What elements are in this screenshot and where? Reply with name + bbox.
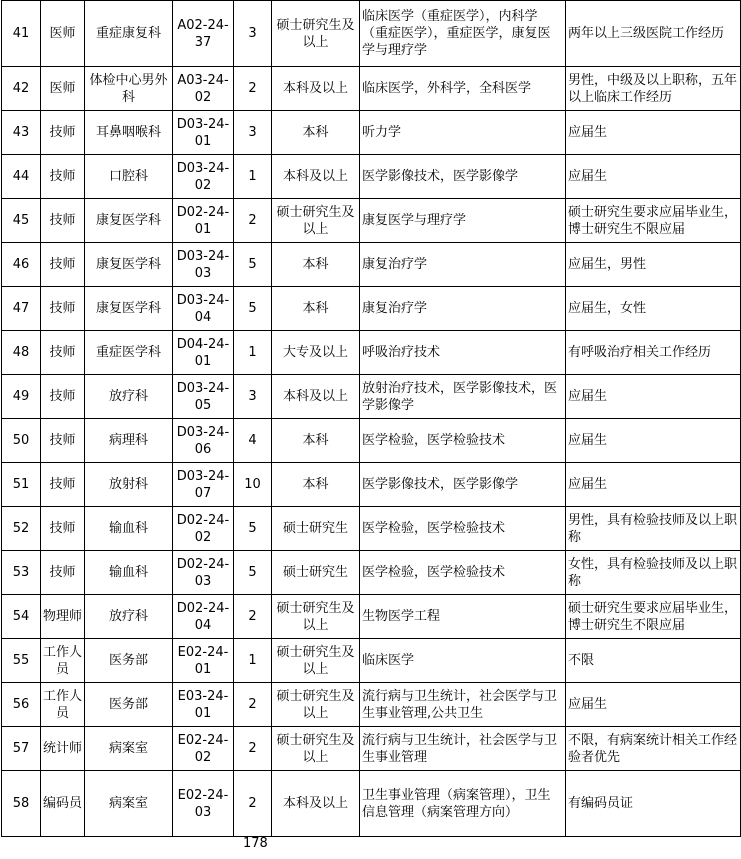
post-type-cell: 技师 <box>41 463 85 507</box>
post-type-cell: 医师 <box>41 67 85 111</box>
table-row <box>2 683 741 727</box>
education-cell: 本科 <box>272 463 360 507</box>
requirements-cell: 男性，中级及以上职称，五年以上临床工作经历 <box>566 67 741 111</box>
major-cell: 医学检验，医学检验技术 <box>360 419 566 463</box>
serial-number-cell: 53 <box>2 551 41 595</box>
headcount-cell: 5 <box>234 507 272 551</box>
requirements-cell: 不限 <box>566 639 741 683</box>
table-row <box>2 111 741 155</box>
major-cell: 流行病与卫生统计，社会医学与卫生事业管理 <box>360 727 566 771</box>
recruitment-table <box>1 0 741 837</box>
education-cell: 本科 <box>272 287 360 331</box>
table-row <box>2 287 741 331</box>
post-type-cell: 技师 <box>41 243 85 287</box>
education-cell: 硕士研究生及以上 <box>272 727 360 771</box>
major-cell: 康复治疗学 <box>360 243 566 287</box>
table-row <box>2 199 741 243</box>
serial-number-cell: 42 <box>2 67 41 111</box>
headcount-cell: 5 <box>234 551 272 595</box>
serial-number-cell: 51 <box>2 463 41 507</box>
post-type-cell: 工作人员 <box>41 683 85 727</box>
education-cell: 本科 <box>272 419 360 463</box>
education-cell: 本科及以上 <box>272 155 360 199</box>
headcount-cell: 2 <box>234 199 272 243</box>
education-cell: 本科 <box>272 111 360 155</box>
headcount-cell: 10 <box>234 463 272 507</box>
headcount-cell: 2 <box>234 595 272 639</box>
position-code-cell: A03-24-02 <box>173 67 234 111</box>
headcount-cell: 2 <box>234 683 272 727</box>
education-cell: 本科及以上 <box>272 771 360 837</box>
headcount-cell: 3 <box>234 375 272 419</box>
department-cell: 重症康复科 <box>85 1 173 67</box>
department-cell: 耳鼻咽喉科 <box>85 111 173 155</box>
post-type-cell: 技师 <box>41 551 85 595</box>
post-type-cell: 技师 <box>41 111 85 155</box>
table-body <box>2 1 741 837</box>
table-row <box>2 639 741 683</box>
serial-number-cell: 55 <box>2 639 41 683</box>
serial-number-cell: 49 <box>2 375 41 419</box>
table-row <box>2 463 741 507</box>
requirements-cell: 应届生 <box>566 155 741 199</box>
department-cell: 输血科 <box>85 551 173 595</box>
department-cell: 康复医学科 <box>85 199 173 243</box>
requirements-cell: 有编码员证 <box>566 771 741 837</box>
headcount-cell: 2 <box>234 771 272 837</box>
major-cell: 康复治疗学 <box>360 287 566 331</box>
department-cell: 医务部 <box>85 683 173 727</box>
serial-number-cell: 52 <box>2 507 41 551</box>
major-cell: 生物医学工程 <box>360 595 566 639</box>
serial-number-cell: 50 <box>2 419 41 463</box>
position-code-cell: E02-24-02 <box>173 727 234 771</box>
major-cell: 听力学 <box>360 111 566 155</box>
table-row <box>2 507 741 551</box>
department-cell: 输血科 <box>85 507 173 551</box>
major-cell: 医学影像技术，医学影像学 <box>360 155 566 199</box>
requirements-cell: 应届生，男性 <box>566 243 741 287</box>
table-row <box>2 551 741 595</box>
headcount-cell: 5 <box>234 243 272 287</box>
post-type-cell: 物理师 <box>41 595 85 639</box>
position-code-cell: D03-24-02 <box>173 155 234 199</box>
education-cell: 本科及以上 <box>272 67 360 111</box>
serial-number-cell: 41 <box>2 1 41 67</box>
headcount-cell: 1 <box>234 155 272 199</box>
post-type-cell: 医师 <box>41 1 85 67</box>
education-cell: 本科及以上 <box>272 375 360 419</box>
education-cell: 硕士研究生及以上 <box>272 595 360 639</box>
serial-number-cell: 47 <box>2 287 41 331</box>
department-cell: 放疗科 <box>85 595 173 639</box>
department-cell: 病案室 <box>85 771 173 837</box>
page-number: 178 <box>243 836 268 851</box>
requirements-cell: 应届生 <box>566 463 741 507</box>
requirements-cell: 应届生 <box>566 375 741 419</box>
department-cell: 康复医学科 <box>85 243 173 287</box>
requirements-cell: 应届生 <box>566 111 741 155</box>
table-row <box>2 375 741 419</box>
table-row <box>2 67 741 111</box>
table-row <box>2 331 741 375</box>
requirements-cell: 应届生 <box>566 419 741 463</box>
headcount-cell: 4 <box>234 419 272 463</box>
post-type-cell: 技师 <box>41 507 85 551</box>
headcount-cell: 1 <box>234 331 272 375</box>
requirements-cell: 有呼吸治疗相关工作经历 <box>566 331 741 375</box>
post-type-cell: 编码员 <box>41 771 85 837</box>
position-code-cell: A02-24-37 <box>173 1 234 67</box>
post-type-cell: 统计师 <box>41 727 85 771</box>
table-row <box>2 243 741 287</box>
position-code-cell: D03-24-03 <box>173 243 234 287</box>
requirements-cell: 应届生，女性 <box>566 287 741 331</box>
department-cell: 放疗科 <box>85 375 173 419</box>
position-code-cell: D03-24-01 <box>173 111 234 155</box>
department-cell: 放射科 <box>85 463 173 507</box>
requirements-cell: 硕士研究生要求应届毕业生，博士研究生不限应届 <box>566 199 741 243</box>
table-row <box>2 1 741 67</box>
table-row <box>2 727 741 771</box>
serial-number-cell: 43 <box>2 111 41 155</box>
position-code-cell: D02-24-03 <box>173 551 234 595</box>
serial-number-cell: 44 <box>2 155 41 199</box>
post-type-cell: 工作人员 <box>41 639 85 683</box>
major-cell: 临床医学（重症医学），内科学（重症医学），重症医学，康复医学与理疗学 <box>360 1 566 67</box>
major-cell: 医学检验，医学检验技术 <box>360 551 566 595</box>
position-code-cell: E02-24-03 <box>173 771 234 837</box>
post-type-cell: 技师 <box>41 199 85 243</box>
serial-number-cell: 48 <box>2 331 41 375</box>
headcount-cell: 1 <box>234 639 272 683</box>
requirements-cell: 不限，有病案统计相关工作经验者优先 <box>566 727 741 771</box>
post-type-cell: 技师 <box>41 331 85 375</box>
position-code-cell: D02-24-02 <box>173 507 234 551</box>
major-cell: 卫生事业管理（病案管理），卫生信息管理（病案管理方向） <box>360 771 566 837</box>
department-cell: 重症医学科 <box>85 331 173 375</box>
education-cell: 硕士研究生及以上 <box>272 639 360 683</box>
department-cell: 病理科 <box>85 419 173 463</box>
position-code-cell: D02-24-04 <box>173 595 234 639</box>
position-code-cell: E02-24-01 <box>173 639 234 683</box>
table-row <box>2 771 741 837</box>
serial-number-cell: 57 <box>2 727 41 771</box>
serial-number-cell: 58 <box>2 771 41 837</box>
education-cell: 硕士研究生及以上 <box>272 1 360 67</box>
requirements-cell: 硕士研究生要求应届毕业生，博士研究生不限应届 <box>566 595 741 639</box>
post-type-cell: 技师 <box>41 375 85 419</box>
position-code-cell: D03-24-07 <box>173 463 234 507</box>
position-code-cell: D04-24-01 <box>173 331 234 375</box>
headcount-cell: 3 <box>234 1 272 67</box>
post-type-cell: 技师 <box>41 287 85 331</box>
position-code-cell: E03-24-01 <box>173 683 234 727</box>
post-type-cell: 技师 <box>41 419 85 463</box>
education-cell: 本科 <box>272 243 360 287</box>
education-cell: 硕士研究生 <box>272 507 360 551</box>
major-cell: 临床医学，外科学，全科医学 <box>360 67 566 111</box>
major-cell: 流行病与卫生统计，社会医学与卫生事业管理,公共卫生 <box>360 683 566 727</box>
education-cell: 硕士研究生及以上 <box>272 683 360 727</box>
major-cell: 医学影像技术，医学影像学 <box>360 463 566 507</box>
education-cell: 大专及以上 <box>272 331 360 375</box>
major-cell: 康复医学与理疗学 <box>360 199 566 243</box>
major-cell: 临床医学 <box>360 639 566 683</box>
education-cell: 硕士研究生及以上 <box>272 199 360 243</box>
requirements-cell: 两年以上三级医院工作经历 <box>566 1 741 67</box>
table-row <box>2 419 741 463</box>
serial-number-cell: 46 <box>2 243 41 287</box>
headcount-cell: 3 <box>234 111 272 155</box>
serial-number-cell: 45 <box>2 199 41 243</box>
table-row <box>2 595 741 639</box>
major-cell: 呼吸治疗技术 <box>360 331 566 375</box>
position-code-cell: D03-24-06 <box>173 419 234 463</box>
requirements-cell: 应届生 <box>566 683 741 727</box>
serial-number-cell: 56 <box>2 683 41 727</box>
position-code-cell: D02-24-01 <box>173 199 234 243</box>
department-cell: 体检中心男外科 <box>85 67 173 111</box>
department-cell: 口腔科 <box>85 155 173 199</box>
education-cell: 硕士研究生 <box>272 551 360 595</box>
position-code-cell: D03-24-05 <box>173 375 234 419</box>
requirements-cell: 女性，具有检验技师及以上职称 <box>566 551 741 595</box>
major-cell: 医学检验，医学检验技术 <box>360 507 566 551</box>
table-row <box>2 155 741 199</box>
department-cell: 康复医学科 <box>85 287 173 331</box>
department-cell: 病案室 <box>85 727 173 771</box>
headcount-cell: 2 <box>234 727 272 771</box>
headcount-cell: 2 <box>234 67 272 111</box>
serial-number-cell: 54 <box>2 595 41 639</box>
headcount-cell: 5 <box>234 287 272 331</box>
post-type-cell: 技师 <box>41 155 85 199</box>
requirements-cell: 男性，具有检验技师及以上职称 <box>566 507 741 551</box>
position-code-cell: D03-24-04 <box>173 287 234 331</box>
major-cell: 放射治疗技术，医学影像技术，医学影像学 <box>360 375 566 419</box>
department-cell: 医务部 <box>85 639 173 683</box>
